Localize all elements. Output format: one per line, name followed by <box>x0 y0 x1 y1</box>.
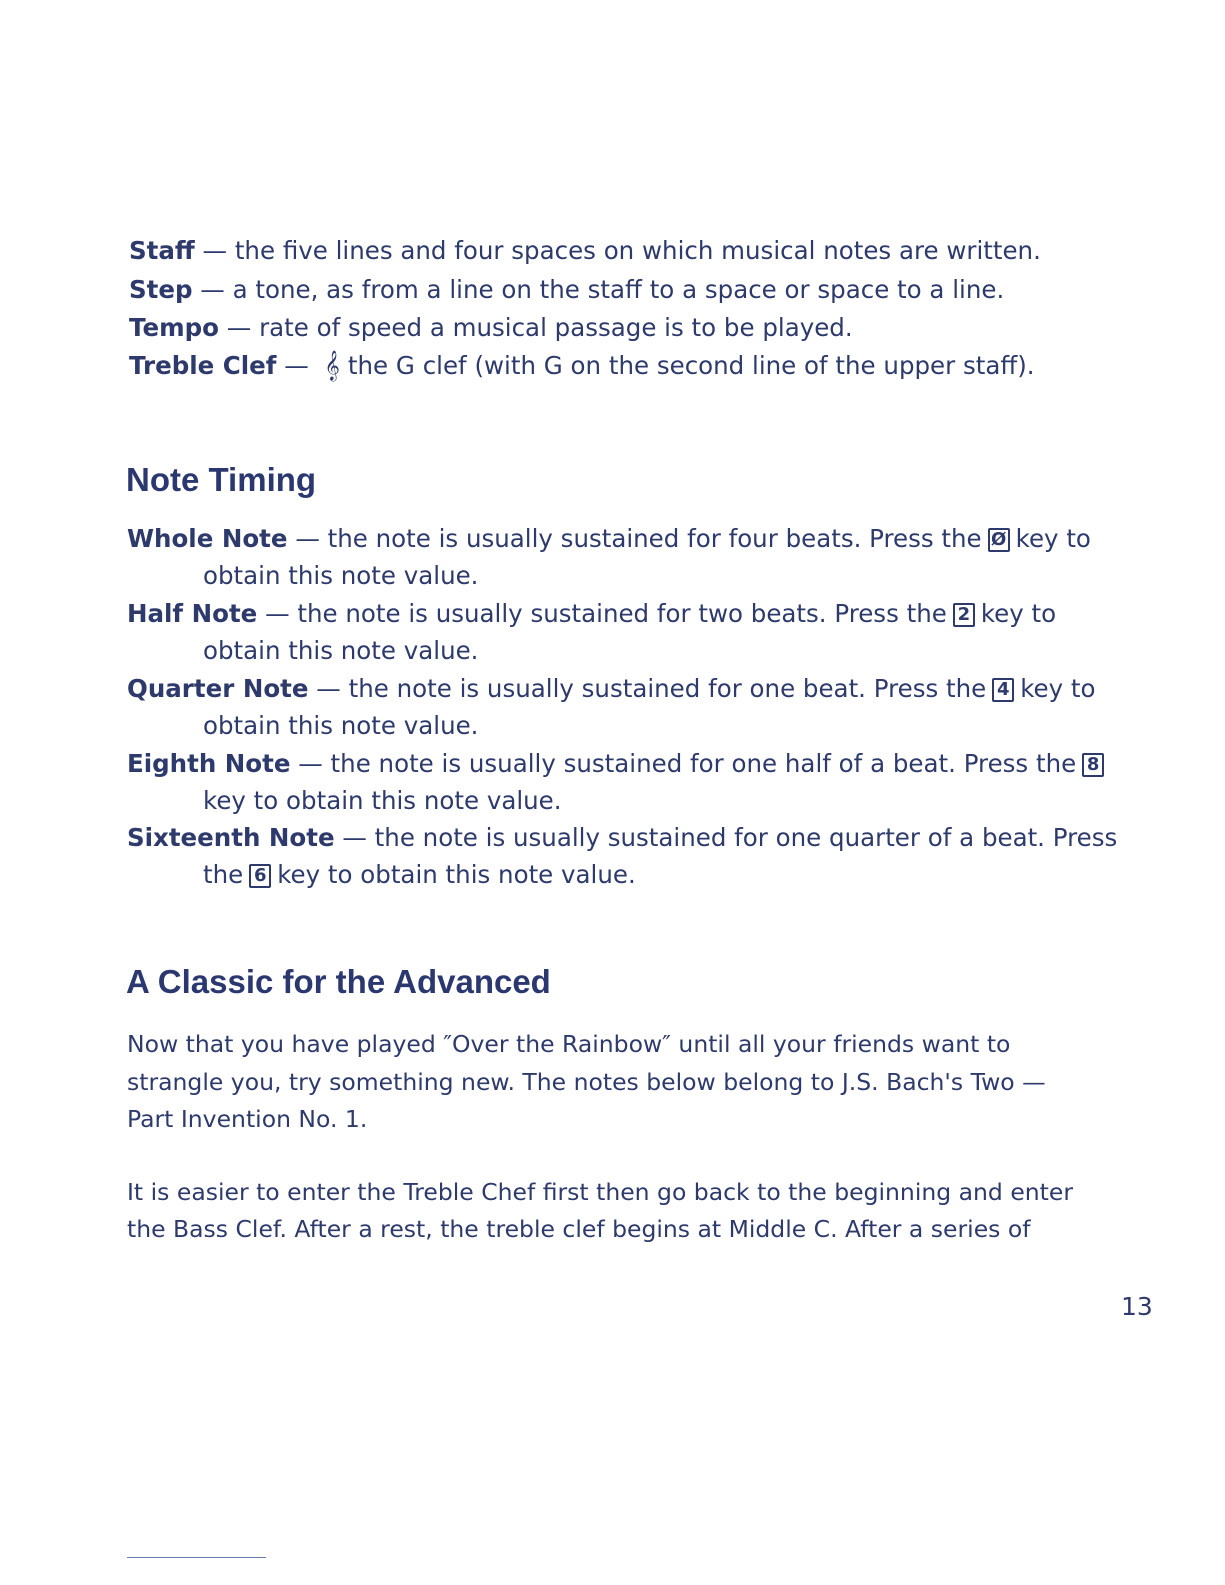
paragraph-line: It is easier to enter the Treble Chef first then go back to the beginning and enter <box>127 1178 1074 1206</box>
key-two-icon: 2 <box>953 603 975 627</box>
note-term: Whole Note <box>127 524 288 553</box>
paragraph-line: Now that you have played ″Over the Rainbow″ until all your friends want to <box>127 1030 1011 1058</box>
glossary-staff: Staff — the five lines and four spaces on which musical notes are written. <box>129 236 1041 265</box>
note-item-half-cont: obtain this note value. <box>203 636 479 665</box>
key-four-icon: 4 <box>992 678 1014 702</box>
note-term: Quarter Note <box>127 674 309 703</box>
note-term: Sixteenth Note <box>127 823 335 852</box>
glossary-term: Step <box>129 275 193 304</box>
treble-clef-icon: 𝄞 <box>324 351 340 381</box>
footer-rule <box>127 1557 266 1558</box>
glossary-definition: rate of speed a musical passage is to be played. <box>259 313 853 342</box>
glossary-definition: the five lines and four spaces on which musical notes are written. <box>234 236 1041 265</box>
note-item-sixteenth-cont: the 6 key to obtain this note value. <box>203 860 636 889</box>
glossary-term: Tempo <box>129 313 219 342</box>
note-item-whole: Whole Note — the note is usually sustained for four beats. Press the Ø key to <box>127 524 1091 553</box>
glossary-definition: a tone, as from a line on the staff to a space or space to a line. <box>232 275 1005 304</box>
key-eight-icon: 8 <box>1082 753 1104 777</box>
glossary-tempo: Tempo — rate of speed a musical passage is to be played. <box>129 313 853 342</box>
note-item-half: Half Note — the note is usually sustained for two beats. Press the 2 key to <box>127 599 1057 628</box>
paragraph-line: the Bass Clef. After a rest, the treble clef begins at Middle C. After a series of <box>127 1215 1031 1243</box>
key-six-icon: 6 <box>249 864 271 888</box>
section-heading-note-timing: Note Timing <box>126 461 317 498</box>
page-number: 13 <box>1121 1292 1153 1321</box>
note-item-eighth: Eighth Note — the note is usually sustained for one half of a beat. Press the 8 <box>127 749 1110 779</box>
glossary-step: Step — a tone, as from a line on the staff to a space or space to a line. <box>129 275 1005 304</box>
note-item-whole-cont: obtain this note value. <box>203 561 479 590</box>
paragraph-line: strangle you, try something new. The notes below belong to J.S. Bach's Two — <box>127 1068 1046 1096</box>
glossary-treble-clef: Treble Clef — 𝄞 the G clef (with G on the second line of the upper staff). <box>129 351 1035 381</box>
paragraph-line: Part Invention No. 1. <box>127 1105 368 1133</box>
glossary-definition: the G clef (with G on the second line of the upper staff). <box>347 351 1035 380</box>
glossary-term: Treble Clef <box>129 351 277 380</box>
note-term: Eighth Note <box>127 749 291 778</box>
glossary-term: Staff <box>129 236 195 265</box>
note-term: Half Note <box>127 599 258 628</box>
note-item-quarter: Quarter Note — the note is usually sustained for one beat. Press the 4 key to <box>127 674 1096 703</box>
key-zero-icon: Ø <box>988 528 1010 552</box>
note-item-eighth-cont: key to obtain this note value. <box>203 786 562 815</box>
note-item-quarter-cont: obtain this note value. <box>203 711 479 740</box>
note-item-sixteenth: Sixteenth Note — the note is usually sustained for one quarter of a beat. Press <box>127 823 1118 852</box>
section-heading-classic: A Classic for the Advanced <box>126 963 551 1000</box>
